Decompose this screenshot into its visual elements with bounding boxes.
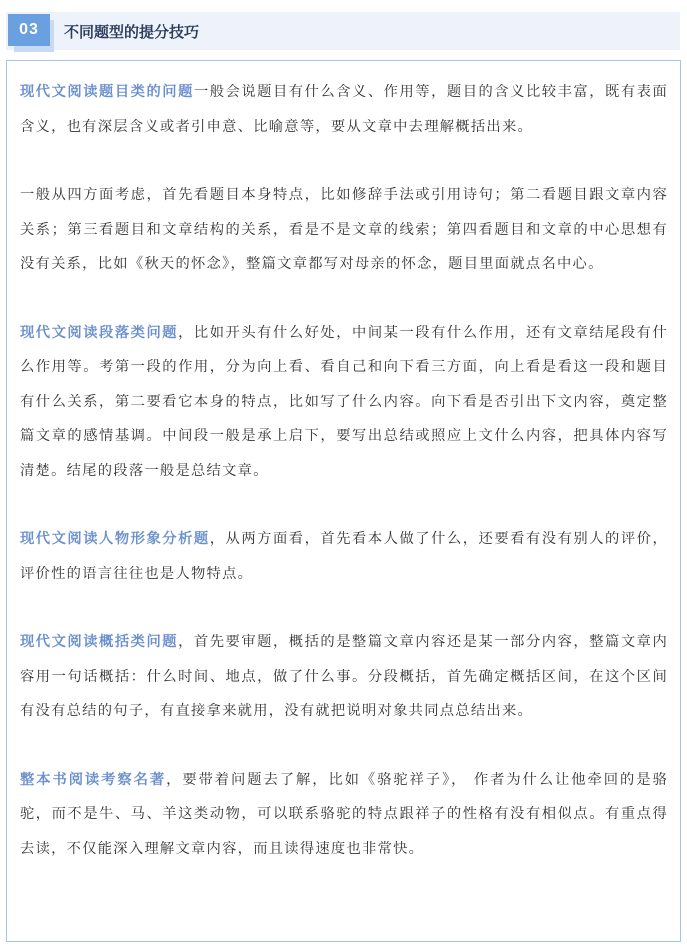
paragraph-text: ，从两方面看，首先看本人做了什么，还要看有没有别人的评价，评价性的语言往往也是人物特点。 [20, 531, 669, 582]
paragraph-text: ，比如开头有什么好处，中间某一段有什么作用，还有文章结尾段有什么作用等。考第一段的作用，分为向上看、看自己和向下看三方面，向上看是看这一段和题目有什么关系，第二要看它本身的特点，比如写了什么内容。向下看是否引出下文内容，奠定整篇文章的感情基调。中间段一般是承上启下，要写出总结或照应上文什么内容，把具体内容写清楚。结尾的段落一般是总结文章。 [20, 324, 669, 479]
paragraph-text: 一般从四方面考虑，首先看题目本身特点，比如修辞手法或引用诗句；第二看题目跟文章内容关系；第三看题目和文章结构的关系，看是不是文章的线索；第四看题目和文章的中心思想有没有关系，比如《秋天的怀念》，整篇文章都写对母亲的怀念，题目里面就点名中心。 [20, 187, 668, 272]
paragraph-text: ，要带着问题去了解，比如《骆驼祥子》， 作者为什么让他牵回的是骆驼，而不是牛、马、羊这类动物，可以联系骆驼的特点跟祥子的性格有没有相似点。有重点得去读，不仅能深入理解文章内容，而且读得速度也非常快。 [20, 771, 668, 857]
paragraph-character-analysis [20, 522, 668, 591]
paragraph-highlight: 整本书阅读考察名著 [20, 771, 167, 788]
paragraph-text: ，首先要审题，概括的是整篇文章内容还是某一部分内容，整篇文章内容用一句话概括：什么时间、地点，做了什么事。分段概括，首先确定概括区间，在这个区间有没有总结的句子，有直接拿来就用，没有就把说明对象共同点总结出来。 [20, 634, 669, 719]
content-box [6, 60, 681, 942]
section-number-badge: 03 [8, 14, 50, 46]
paragraph-title-questions [20, 75, 668, 144]
paragraph-section-questions [20, 316, 668, 489]
paragraph-text: 一般会说题目有什么含义、作用等，题目的含义比较丰富，既有表面含义，也有深层含义或者引申意、比喻意等，要从文章中去理解概括出来。 [20, 84, 669, 135]
paragraph-whole-book-reading [20, 763, 668, 867]
paragraph-highlight: 现代文阅读概括类问题 [20, 634, 179, 650]
section-title: 不同题型的提分技巧 [64, 22, 200, 41]
paragraph-highlight: 现代文阅读段落类问题 [20, 324, 179, 341]
paragraph-summary-questions [20, 625, 668, 729]
paragraph-highlight: 现代文阅读人物形象分析题 [20, 531, 210, 547]
paragraph-highlight: 现代文阅读题目类的问题 [20, 84, 194, 100]
paragraph-title-aspects [20, 178, 668, 282]
